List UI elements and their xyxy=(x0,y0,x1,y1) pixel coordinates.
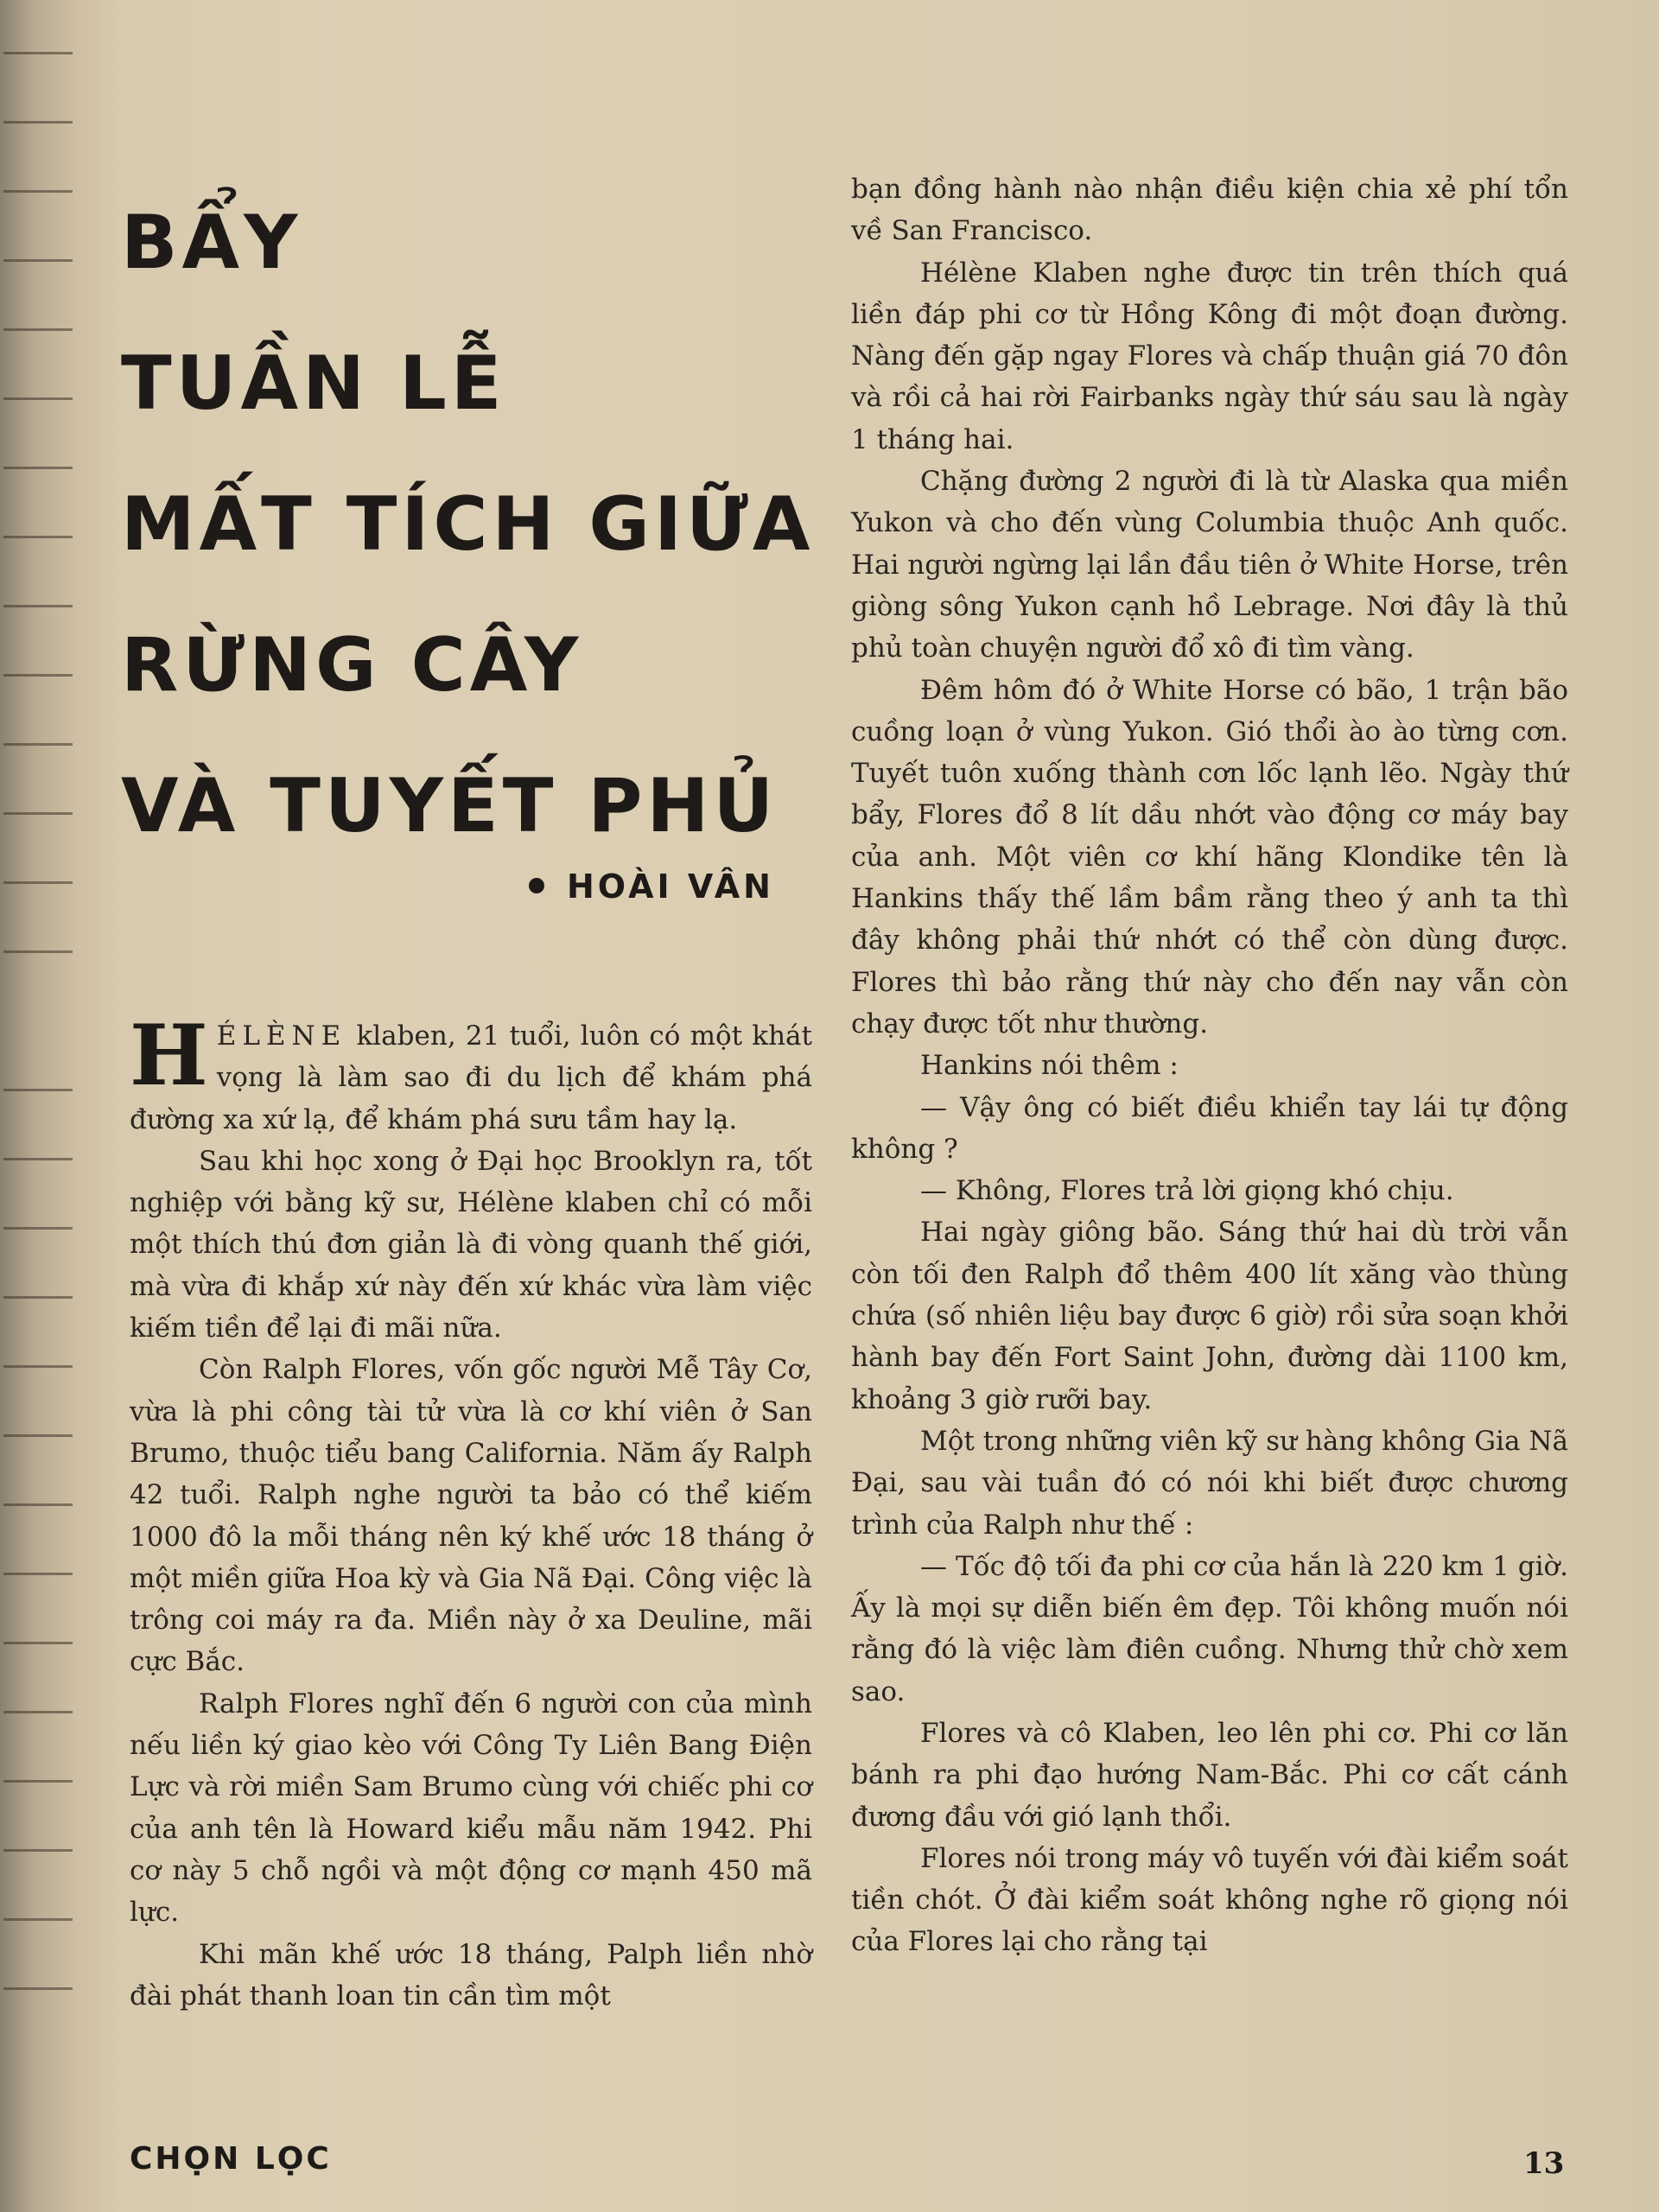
paragraph: bạn đồng hành nào nhận điều kiện chia xẻ phí tổn về San Francisco. xyxy=(851,174,1568,247)
paragraph xyxy=(130,1007,812,1141)
paragraph: — Không, Flores trả lời giọng khó chịu. xyxy=(920,1175,1454,1207)
title-line: VÀ TUYẾT PHỦ xyxy=(121,763,779,849)
paragraph: Đêm hôm đó ở White Horse có bão, 1 trận bão cuồng loạn ở vùng Yukon. Gió thổi ào ào từng cơn. Tuyết tuôn xuống thành cơn lốc lạnh lẽo. Ngày thứ bẩy, Flores đổ 8 lít dầu nhớt vào động cơ máy bay của anh. Một viên cơ khí hãng Klondike tên là Hankins thấy thế lầm bầm rằng theo ý anh ta thì đây không phải thứ nhớt có thể còn dùng được. Flores thì bảo rằng thứ này cho đến nay vẫn còn chạy được tốt như thường. xyxy=(851,674,1568,1039)
drop-cap: H xyxy=(130,1007,208,1104)
paragraph: Một trong những viên kỹ sư hàng không Gia Nã Đại, sau vài tuần đó có nói khi biết được chương trình của Ralph như thế : xyxy=(851,1425,1568,1541)
paragraph: Còn Ralph Flores, vốn gốc người Mễ Tây Cơ, vừa là phi công tài tử vừa là cơ khí viên ở San Brumo, thuộc tiểu bang California. Năm ấy Ralph 42 tuổi. Ralph nghe người ta bảo có thể kiếm 1000 đô la mỗi tháng nên ký khế ước 18 tháng ở một miền giữa Hoa kỳ và Gia Nã Đại. Công việc là trông coi máy ra đa. Miền này ở xa Deuline, mãi cực Bắc. xyxy=(130,1354,812,1678)
magazine-name: CHỌN LỌC xyxy=(130,2141,332,2177)
paragraph: Hai ngày giông bão. Sáng thứ hai dù trời vẫn còn tối đen Ralph đổ thêm 400 lít xăng vào thùng chứa (số nhiên liệu bay được 6 giờ) rồi sửa soạn khởi hành bay đến Fort Saint John, đường dài 1100 km, khoảng 3 giờ rưỡi bay. xyxy=(851,1217,1568,1415)
title-line: RỪNG CÂY xyxy=(121,622,583,709)
paragraph: Hankins nói thêm : xyxy=(920,1050,1179,1082)
article-column-right xyxy=(851,168,1568,1963)
title-line: MẤT TÍCH GIỮA xyxy=(121,481,815,568)
paragraph: Chặng đường 2 người đi là từ Alaska qua miền Yukon và cho đến vùng Columbia thuộc Anh quốc. Hai người ngừng lại lần đầu tiên ở White Horse, trên giòng sông Yukon cạnh hồ Lebrage. Nơi đây là thủ phủ toàn chuyện người đổ xô đi tìm vàng. xyxy=(851,466,1569,664)
article-column-left xyxy=(130,1007,812,2017)
page-number: 13 xyxy=(1523,2146,1565,2181)
paragraph-text: klaben, 21 tuổi, luôn có một khát vọng là làm sao đi du lịch để khám phá đường xa xứ lạ, để khám phá sưu tầm hay lạ. xyxy=(130,1020,812,1135)
paragraph: — Vậy ông có biết điều khiển tay lái tự động không ? xyxy=(851,1091,1568,1165)
bullet-icon xyxy=(529,878,544,893)
title-line: BẨY xyxy=(121,200,302,286)
author-name: HOÀI VÂN xyxy=(567,868,774,906)
paragraph: Sau khi học xong ở Đại học Brooklyn ra, tốt nghiệp với bằng kỹ sư, Hélène klaben chỉ có mỗi một thích thú đơn giản là đi vòng quanh thế giới, mà vừa đi khắp xứ này đến xứ khác vừa làm việc kiếm tiền để lại đi mãi nữa. xyxy=(130,1145,812,1344)
paragraph: Flores nói trong máy vô tuyến với đài kiểm soát tiền chót. Ở đài kiểm soát không nghe rõ giọng nói của Flores lại cho rằng tại xyxy=(851,1842,1568,1958)
paragraph: — Tốc độ tối đa phi cơ của hắn là 220 km 1 giờ. Ấy là mọi sự diễn biến êm đẹp. Tôi không muốn nói rằng đó là việc làm điên cuồng. Nhưng thử chờ xem sao. xyxy=(851,1550,1568,1707)
paragraph: Flores và cô Klaben, leo lên phi cơ. Phi cơ lăn bánh ra phi đạo hướng Nam-Bắc. Phi cơ cất cánh đương đầu với gió lạnh thổi. xyxy=(851,1717,1568,1833)
title-line: TUẦN LỄ xyxy=(121,340,506,427)
author-byline xyxy=(529,868,823,906)
paragraph: Hélène Klaben nghe được tin trên thích quá liền đáp phi cơ từ Hồng Kông đi một đoạn đường. Nàng đến gặp ngay Flores và chấp thuận giá 70 đôn và rồi cả hai rời Fairbanks ngày thứ sáu sau là ngày 1 tháng hai. xyxy=(851,257,1568,455)
article-title xyxy=(121,173,815,877)
first-word: ÉLÈNE xyxy=(216,1020,347,1052)
paragraph: Ralph Flores nghĩ đến 6 người con của mình nếu liền ký giao kèo với Công Ty Liên Bang Điện Lực và rời miền Sam Brumo cùng với chiếc phi cơ của anh tên là Howard kiểu mẫu năm 1942. Phi cơ này 5 chỗ ngồi và một động cơ mạnh 450 mã lực. xyxy=(130,1688,812,1929)
paragraph: Khi mãn khế ước 18 tháng, Palph liền nhờ đài phát thanh loan tin cần tìm một xyxy=(130,1938,812,2012)
previous-page-edge xyxy=(0,0,86,2212)
